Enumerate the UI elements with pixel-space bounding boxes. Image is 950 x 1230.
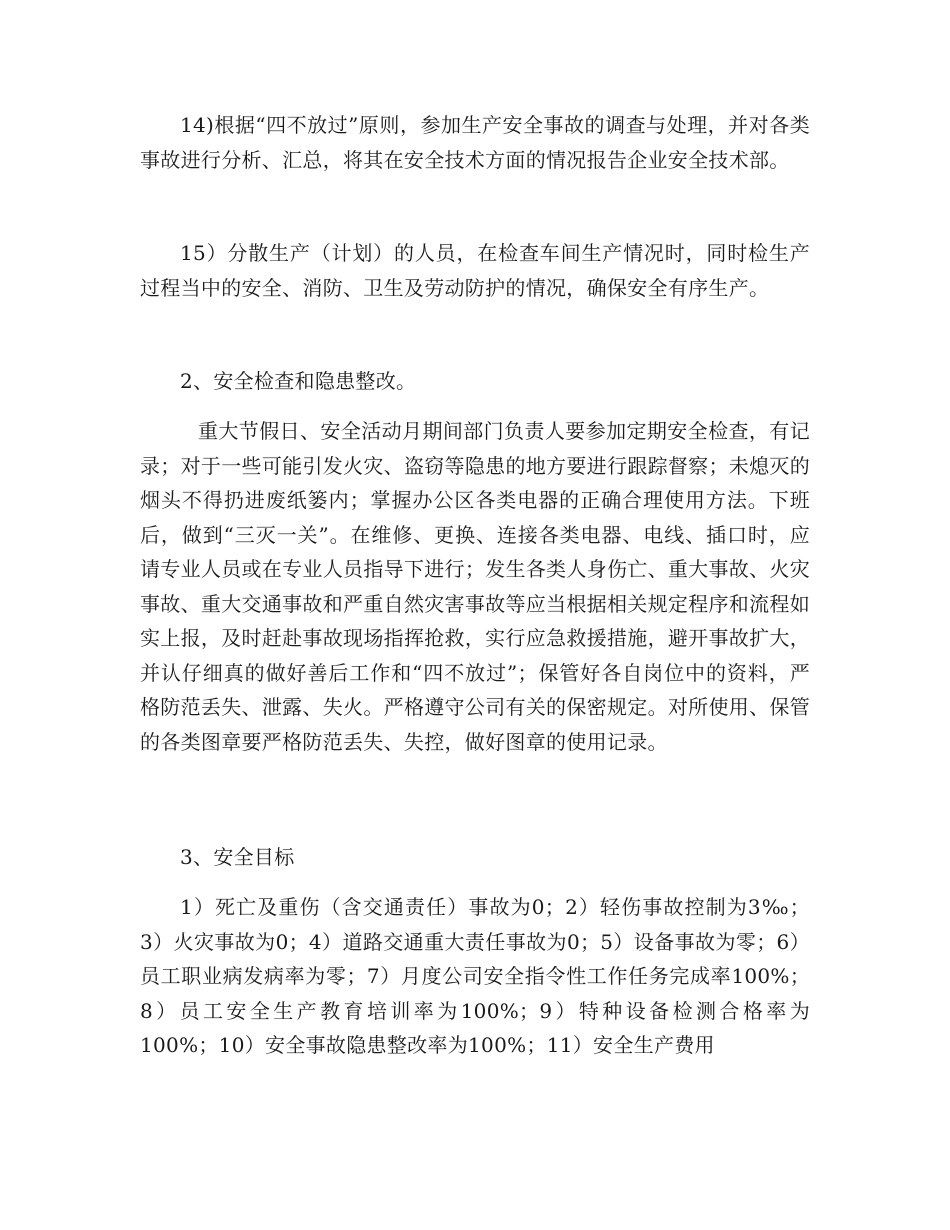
section-2-heading: 2、安全检查和隐患整改。 [180,369,417,393]
paragraph-item-15: 15）分散生产（计划）的人员，在检查车间生产情况时，同时检生产过程当中的安全、消防、卫生及劳动防护的情况，确保安全有序生产。 [140,241,810,300]
paragraph-item-14: 14)根据“四不放过”原则，参加生产安全事故的调查与处理，并对各类事故进行分析、汇总，将其在安全技术方面的情况报告企业安全技术部。 [140,113,810,172]
section-2-body: 重大节假日、安全活动月期间部门负责人要参加定期安全检查，有记录；对于一些可能引发火灾、盗窃等隐患的地方要进行跟踪督察；未熄灭的烟头不得扔进废纸篓内；掌握办公区各类电器的正确合理使用方法。下班后，做到“三灭一关”。在维修、更换、连接各类电器、电线、插口时，应请专业人员或在专业人员指导下进行；发生各类人身伤亡、重大事故、火灾事故、重大交通事故和严重自然灾害事故等应当根据相关规定程序和流程如实上报，及时赶赴事故现场指挥抢救，实行应急救援措施，避开事故扩大，并认仔细真的做好善后工作和“四不放过”；保管好各自岗位中的资料，严格防范丢失、泄露、失火。严格遵守公司有关的保密规定。对所使用、保管的各类图章要严格防范丢失、失控，做好图章的使用记录。 [140,419,810,754]
section-3-heading: 3、安全目标 [180,845,295,869]
section-3-goals: 1）死亡及重伤（含交通责任）事故为0；2）轻伤事故控制为3‰；3）火灾事故为0；4）道路交通重大责任事故为0；5）设备事故为零；6）员工职业病发病率为零；7）月度公司安全指令性工作任务完成率100%；8）员工安全生产教育培训率为100%；9）特种设备检测合格率为100%；10）安全事故隐患整改率为100%；11）安全生产费用 [140,895,810,1057]
